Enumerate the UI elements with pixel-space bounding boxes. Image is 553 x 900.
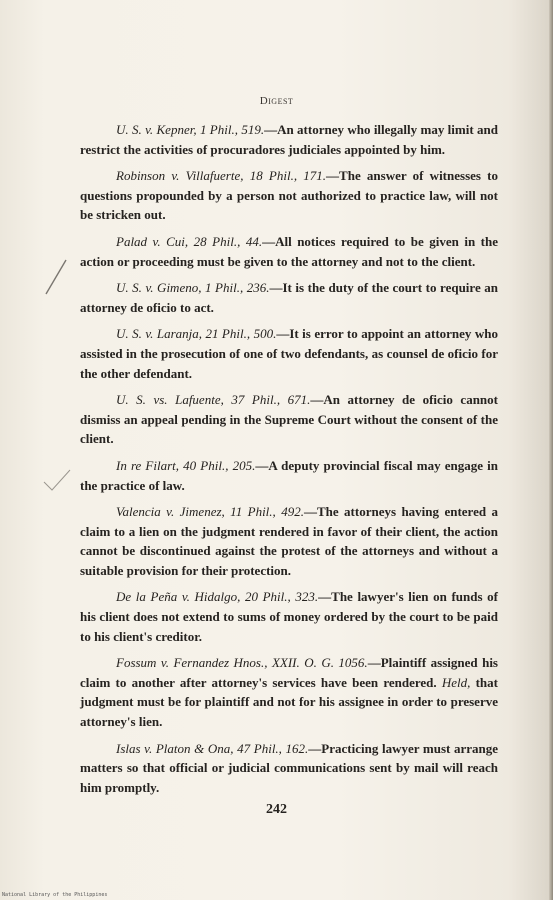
entry-6: U. S. vs. Lafuente, 37 Phil., 671.—An attorney de oficio cannot dismiss an appeal pending in the Supreme Court without the consent of the client.	[80, 392, 498, 447]
entry-9: De la Peña v. Hidalgo, 20 Phil., 323.—The lawyer's lien on funds of his client does not extend to sums of money ordered by the court to be paid to his client's creditor.	[80, 589, 498, 644]
entry-3: Palad v. Cui, 28 Phil., 44.—All notices required to be given in the action or proceeding must be given to the attorney and not to the client.	[80, 233, 499, 269]
pencil-check-mark-1	[42, 258, 70, 298]
entry-7: In re Filart, 40 Phil., 205.—A deputy provincial fiscal may engage in the practice of law.	[80, 457, 498, 493]
scan-footer: National Library of the Philippines	[2, 892, 108, 898]
entry-11: Islas v. Platon & Ona, 47 Phil., 162.—Practicing lawyer must arrange matters so that official or judicial communications sent by mail will reach him promptly.	[80, 740, 498, 795]
page-edge-shadow	[549, 0, 553, 900]
entry-1: U. S. v. Kepner, 1 Phil., 519.—An attorney who illegally may limit and restrict the activities of procuradores judiciales appointed by him.	[80, 122, 498, 157]
page-header: Digest	[259, 95, 294, 107]
digest-entries	[80, 120, 498, 804]
entry-10: Fossum v. Fernandez Hnos., XXII. O. G. 1056.—Plaintiff assigned his claim to another after attorney's services have been rendered. Held, that judgment must be for plaintiff and not for his assignee in order to preserve attorney's lien.	[80, 655, 498, 730]
entry-8: Valencia v. Jimenez, 11 Phil., 492.—The attorneys having entered a claim to a lien on the judgment rendered in favor of their client, the action cannot be discontinued against the protest of the attorneys and without a suitable provision for their protection.	[80, 504, 498, 578]
page-number: 242	[266, 802, 287, 817]
entry-4: U. S. v. Gimeno, 1 Phil., 236.—It is the duty of the court to require an attorney de oficio to act.	[80, 280, 498, 315]
entry-5: U. S. v. Laranja, 21 Phil., 500.—It is error to appoint an attorney who assisted in the prosecution of one of two defendants, as counsel de oficio for the other defendant.	[80, 326, 499, 381]
pencil-check-mark-2	[42, 468, 72, 494]
entry-2: Robinson v. Villafuerte, 18 Phil., 171.—The answer of witnesses to questions propounded by a person not authorized to practice law, will not be stricken out.	[80, 168, 498, 223]
